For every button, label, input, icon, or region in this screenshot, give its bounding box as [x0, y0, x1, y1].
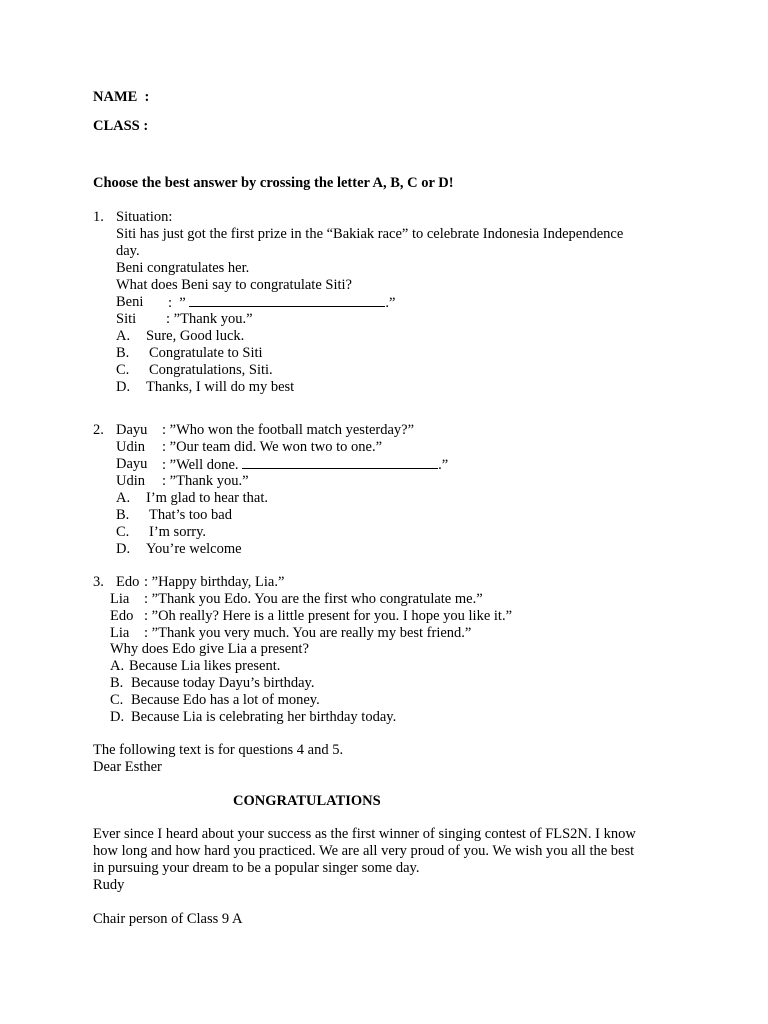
- option-letter: D.: [116, 541, 131, 557]
- dialogue-text: : ”Happy birthday, Lia.”: [144, 574, 285, 590]
- passage-intro: The following text is for questions 4 and 5.: [93, 742, 344, 758]
- passage-body: in pursuing your dream to be a popular singer some day.: [93, 860, 420, 876]
- dialogue-line: [168, 294, 395, 312]
- letter-greeting: Dear Esther: [93, 759, 162, 775]
- option-text[interactable]: I’m glad to hear that.: [146, 490, 268, 506]
- answer-blank[interactable]: [189, 294, 385, 307]
- dialogue-speaker: Lia: [110, 591, 130, 607]
- option-text[interactable]: I’m sorry.: [149, 524, 207, 540]
- situation-text: Beni congratulates her.: [116, 260, 250, 276]
- option-text[interactable]: That’s too bad: [149, 507, 232, 523]
- dialogue-text: .”: [438, 457, 449, 473]
- name-label: NAME :: [93, 89, 150, 105]
- option-text[interactable]: Thanks, I will do my best: [146, 379, 295, 395]
- passage-title: CONGRATULATIONS: [233, 793, 381, 809]
- dialogue-text: : ”Oh really? Here is a little present for you. I hope you like it.”: [144, 608, 513, 624]
- signer-position: Chair person of Class 9 A: [93, 911, 243, 927]
- option-letter: C.: [110, 692, 124, 708]
- dialogue-text: : ”Who won the football match yesterday?”: [162, 422, 415, 438]
- option-letter: D.: [116, 379, 131, 395]
- dialogue-text: : ”: [168, 295, 186, 311]
- dialogue-text: : ”Thank you.”: [166, 311, 253, 327]
- dialogue-text: : ”Thank you very much. You are really my best friend.”: [144, 625, 472, 641]
- option-text[interactable]: Because Lia is celebrating her birthday today.: [131, 709, 397, 725]
- dialogue-text: : ”Thank you.”: [162, 473, 249, 489]
- dialogue-line: [162, 456, 448, 474]
- question-number: 2.: [93, 422, 104, 438]
- passage-body: how long and how hard you practiced. We are all very proud of you. We wish you all the best: [93, 843, 635, 859]
- question-number: 1.: [93, 209, 104, 225]
- dialogue-speaker: Dayu: [116, 422, 148, 438]
- question-text: Why does Edo give Lia a present?: [110, 641, 309, 657]
- option-text[interactable]: Congratulations, Siti.: [149, 362, 273, 378]
- option-letter: B.: [116, 345, 130, 361]
- option-text[interactable]: Because Lia likes present.: [129, 658, 281, 674]
- option-text[interactable]: Because Edo has a lot of money.: [131, 692, 320, 708]
- option-letter: C.: [116, 362, 130, 378]
- question-number: 3.: [93, 574, 104, 590]
- situation-label: Situation:: [116, 209, 173, 225]
- instruction: Choose the best answer by crossing the letter A, B, C or D!: [93, 175, 454, 191]
- option-letter: A.: [116, 490, 131, 506]
- option-text[interactable]: Congratulate to Siti: [149, 345, 263, 361]
- dialogue-speaker: Siti: [116, 311, 137, 327]
- option-letter: B.: [110, 675, 124, 691]
- option-letter: A.: [110, 658, 125, 674]
- dialogue-speaker: Udin: [116, 439, 145, 455]
- question-text: What does Beni say to congratulate Siti?: [116, 277, 352, 293]
- dialogue-text: : ”Our team did. We won two to one.”: [162, 439, 383, 455]
- option-text[interactable]: Sure, Good luck.: [146, 328, 245, 344]
- dialogue-text: .”: [385, 295, 396, 311]
- dialogue-speaker: Udin: [116, 473, 145, 489]
- situation-text: day.: [116, 243, 140, 259]
- dialogue-speaker: Beni: [116, 294, 144, 310]
- class-label: CLASS :: [93, 118, 149, 134]
- option-letter: A.: [116, 328, 131, 344]
- option-letter: C.: [116, 524, 130, 540]
- passage-body: Ever since I heard about your success as the first winner of singing contest of FLS2N. I know: [93, 826, 636, 842]
- option-text[interactable]: You’re welcome: [146, 541, 242, 557]
- dialogue-text: : ”Well done.: [162, 457, 239, 473]
- dialogue-text: : ”Thank you Edo. You are the first who congratulate me.”: [144, 591, 483, 607]
- dialogue-speaker: Edo: [116, 574, 140, 590]
- dialogue-speaker: Lia: [110, 625, 130, 641]
- option-text[interactable]: Because today Dayu’s birthday.: [131, 675, 315, 691]
- situation-text: Siti has just got the first prize in the “Bakiak race” to celebrate Indonesia Independence: [116, 226, 624, 242]
- option-letter: D.: [110, 709, 125, 725]
- option-letter: B.: [116, 507, 130, 523]
- answer-blank[interactable]: [242, 456, 438, 469]
- dialogue-speaker: Edo: [110, 608, 134, 624]
- dialogue-speaker: Dayu: [116, 456, 148, 472]
- letter-signer: Rudy: [93, 877, 125, 893]
